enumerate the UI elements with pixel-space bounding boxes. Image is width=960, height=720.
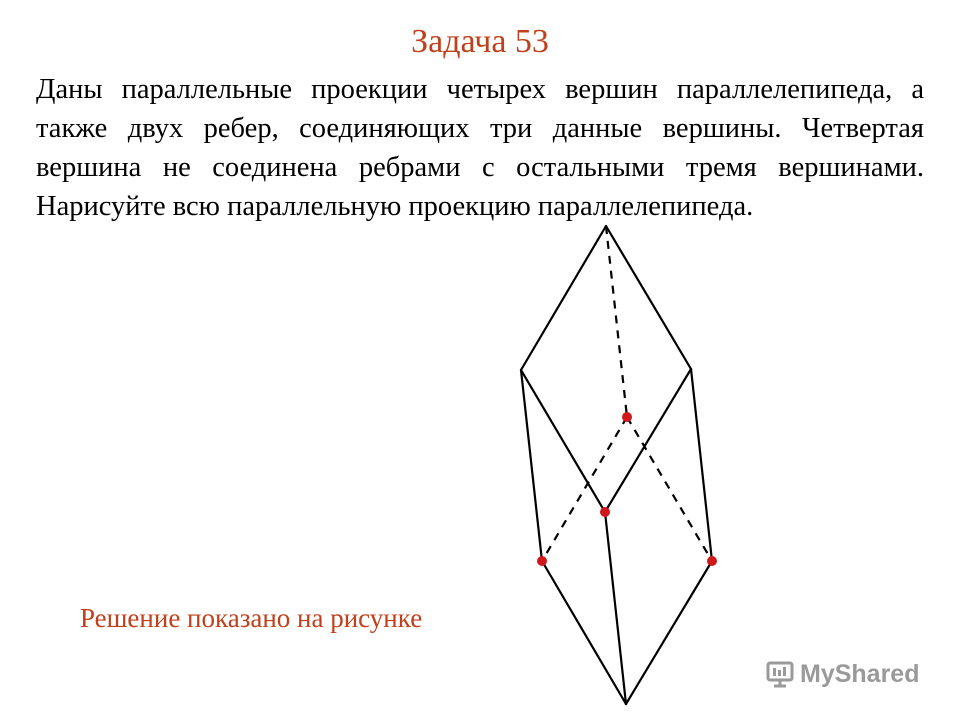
edge-bottom-right	[626, 561, 712, 704]
watermark	[766, 656, 919, 692]
given-point-right	[707, 556, 717, 566]
edge-left-vertical	[521, 370, 542, 561]
problem-text: Даны параллельные проекции четырех вершин параллелепипеда, а также двух ребер, соединяющих три данные вершины. Четвертая вершина не соединена ребрами с остальными тремя вершинами. Нарисуйте всю параллельную проекцию параллелепипеда.	[36, 74, 924, 222]
given-point-hidden-vertex	[622, 412, 632, 422]
given-point-left	[537, 556, 547, 566]
solution-note: Решение показано на рисунке	[80, 603, 423, 633]
presentation-screen-icon	[766, 660, 794, 688]
watermark-text: MyShared	[800, 659, 920, 688]
edge-right-vertical	[691, 369, 712, 561]
hidden-edge-vertical	[606, 226, 627, 417]
hidden-edge-left	[542, 417, 627, 561]
edge-top-left	[521, 226, 606, 370]
edge-top-right	[606, 226, 691, 369]
edge-center-to-right	[605, 369, 691, 512]
hidden-edge-right	[627, 417, 712, 561]
edge-bottom-left	[542, 561, 626, 704]
edge-left-to-center	[521, 370, 605, 512]
slide-title: Задача 53	[411, 23, 549, 60]
edge-center-vertical	[605, 512, 626, 704]
given-point-center	[600, 507, 610, 517]
